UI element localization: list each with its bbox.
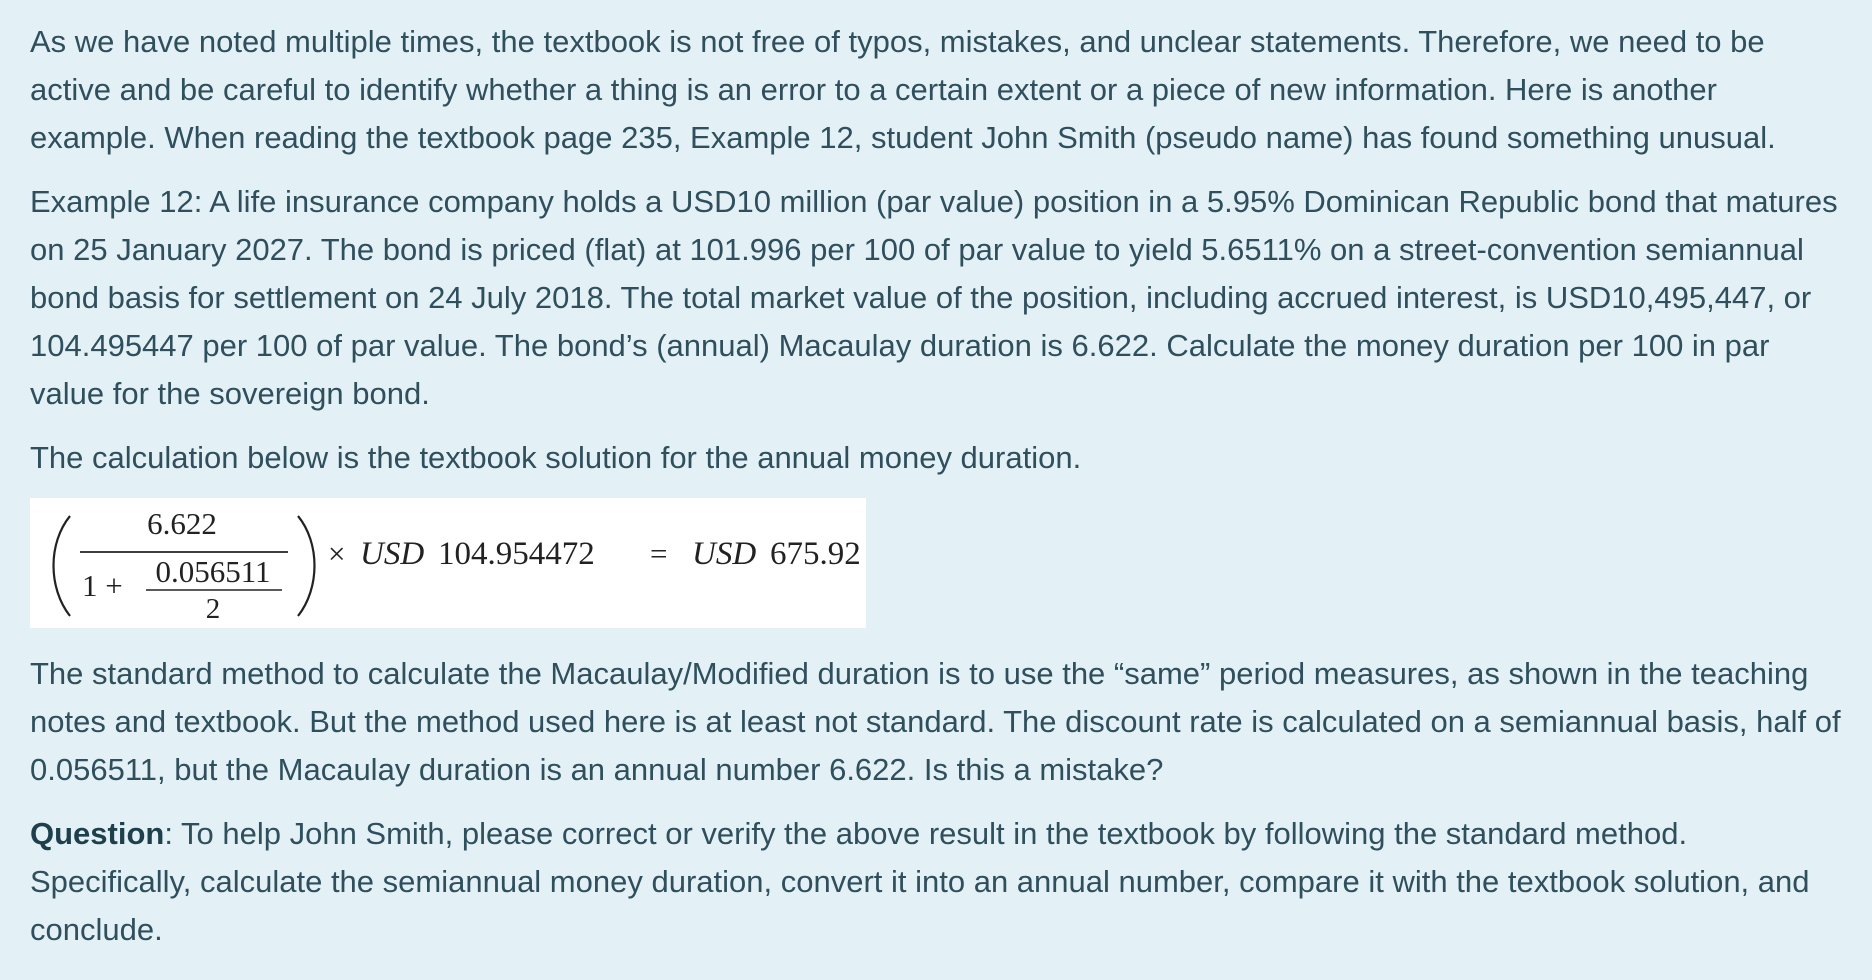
question-label: Question [30,816,165,851]
intro-paragraph: As we have noted multiple times, the textbook is not free of typos, mistakes, and unclear statements. Therefore, we need to be active and be careful to identify whether a thing is an error to a certain extent or a piece of new information. Here is another example. When reading the textbook page 235, Example 12, student John Smith (pseudo name) has found something unusual. [30,24,1776,155]
formula-divisor: 2 [205,593,221,625]
calculation-intro-paragraph: The calculation below is the textbook solution for the annual money duration. [30,440,1082,475]
question-text: : To help John Smith, please correct or verify the above result in the textbook by following the standard method. Specifically, calculate the semiannual money duration, convert it into an annual number, compare it with the textbook solution, and conclude. [30,816,1810,947]
left-paren [54,516,71,616]
formula-numerator: 6.622 [147,506,217,541]
example-paragraph: Example 12: A life insurance company holds a USD10 million (par value) position in a 5.95% Dominican Republic bond that matures on 25 January 2027. The bond is priced (flat) at 101.996 per 100 of par value to yield 5.6511% on a street-convention semiannual bond basis for settlement on 24 July 2018. The total market value of the position, including accrued interest, is USD10,495,447, or 104.495447 per 100 of par value. The bond’s (annual) Macaulay duration is 6.622. Calculate the money duration per 100 in par value for the sovereign bond. [30,184,1838,411]
formula-equals: = [650,536,668,571]
formula-value-2: 675.92 [770,536,861,572]
right-paren [298,516,315,616]
formula-usd-label-2: USD [692,536,757,572]
question-paragraph [30,810,1842,954]
formula-value-1: 104.954472 [438,536,595,572]
formula-times: × [328,536,346,571]
formula-image [30,498,866,628]
formula-svg [30,498,866,628]
formula-one-plus: 1 + [82,568,123,603]
formula-usd-label-1: USD [360,536,425,572]
standard-method-paragraph: The standard method to calculate the Macaulay/Modified duration is to use the “same” period measures, as shown in the teaching notes and textbook. But the method used here is at least not standard. The discount rate is calculated on a semiannual basis, half of 0.056511, but the Macaulay duration is an annual number 6.622. Is this a mistake? [30,656,1841,787]
formula-rate: 0.056511 [155,554,271,589]
